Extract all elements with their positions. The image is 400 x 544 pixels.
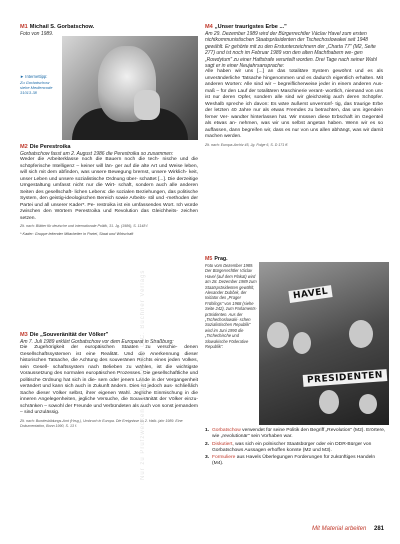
photo-hand-shape [134,90,160,120]
m3-title-text: Die „Souveränität der Völker" [29,332,109,338]
m1-number: M1 [20,24,28,30]
task-item [205,442,387,455]
task-text: verwendet für seine Politik den Begriff „Revolution" (M2). Erörtere, wie „revolutionär" sein Vorhaben war. [212,428,386,440]
task-text: , was sich ein polnischer Staatsbürger oder ein DDR-Bürger von Gorbatschows Aussagen erhoffen konnte (M2 und M3). [212,441,372,453]
m2-body: Weder die Arbeiterklasse noch die Bauern noch die tech- nische und die schöpferische Intelligenz – keiner will län- ger auf die alte Art und Weise leben, will sich mit dem abfinden, was unsere Bewegung bremst, unsere Wirklich- keit, unser Leben und unsere sozialistische Ordnung über- schattet [...]. Die derzeitige Umgestaltung umfasst nicht nur die Wirt- schaft, sondern auch alle anderen Seiten des gesellschaft- lichen Lebens: die sozialen Beziehungen, das politische System, den geistig-ideologischen Bereich sowie Arbeits- stil und -methoden der Partei und all unserer Kader*. Pe- restroika ist ein umfassendes Wort. Ich würde zwischen den Wörtern Perestroika und Revolution das Gleichheits- zeichen setzen. [20,157,198,221]
task-text-wrap [212,428,387,441]
m4-number: M4 [205,24,213,30]
task-text-wrap [212,455,387,468]
internet-tip-text[interactable]: Zu Gorbatschow siehe Mediencode 31013-38 [20,79,53,95]
task-text: aus Havels Überlegungen Forderungen für zukünftiges Handeln (M4). [212,455,376,467]
banner-havel: HAVEL [288,285,332,303]
m2-title-text: Die Perestroika [29,144,71,150]
m1-title-text: Michail S. Gorbatschow. [29,24,95,30]
tasks-list [205,428,387,469]
m3-subtitle: Am 7. Juli 1989 erklärt Gorbatschow vor dem Europarat in Straßburg: [20,339,174,345]
task-item [205,455,387,468]
m3-section [20,332,198,429]
m2-section [20,144,198,237]
m4-subtitle: Am 29. Dezember 1989 wird der Bürgerrechtler Václav Havel zum ersten nichtkommunistischen Staatspräsidenten der Tschechoslowakei seit 1948 gewählt. Er gehörte mit zu den Erstunterzeichnern der „Charta 77" (M2, Seite 277) und ist noch im Februar 1989 von den alten Machthabern we- gen „Rowdytum" zu einer Haftstrafe verurteilt worden. Drei Tage nach seiner Wahl sagt er in einer Neujahrsansprache: [205,31,377,70]
page-number: 281 [373,526,384,532]
prague-photo [259,262,389,425]
task-operator: Diskutiert [212,441,233,447]
m3-body: Die Zugehörigkeit der europäischen Staaten zu verschie- denen Gesellschaftssystemen ist eine Realität. Und die Anerkennung dieser historischen Tatsache, die Achtung des souveränen Rechts eines jeden Volkes, sein Gesell- schaftssystem nach Belieben zu wählen, ist die wichtigste Voraussetzung des normalen europäischen Prozesses. Die gesellschaftliche und politische Ordnung hat sich in die- sem oder jenem Lande in der Vergangenheit verändert und kann sich auch in Zukunft ändern. Dies ist jedoch aus- schließlich Sache dieser Völker selbst, ihrer eigenen Wahl. Jegliche Einmischung in die inneren Angelegenheiten, jegliche Versuche, die Souveränität der Völker einzu- schränken – sowohl der Freunde und Verbündeten als auch von sonst jemandem – sind unzulässig. [20,345,198,416]
m3-number: M3 [20,332,28,338]
task-operator: Gorbatschow [212,428,241,433]
m4-body: Alle haben wir uns [...] an das totalitäre System gewöhnt und es als unveränderliche Tatsache hingenommen und es dadurch eigentlich erhalten. Mit anderen Worten: Alle sind wir – begreiflicherweise jeder in einem anderen Aus- maß – für den Lauf der totalitären Maschinerie verant- wortlich, niemand von uns ist nur deren Opfer, sondern alle sind wir gleichzeitig auch deren Schöpfer. Weshalb spreche ich davon: Es wäre äußerst unvernünf- tig, das traurige Erbe der letzten 40 Jahre nur als etwas Fremdes zu betrachten, das uns irgendein ferner Ver- wandter hinterlassen hat. Wir müssen diese Erbschaft im Gegenteil als etwas an- nehmen, was wir uns selbst angetan haben. Wenn wir es so auffassen, dann begreifen wir, dass es nur von uns allen abhängt, was wir damit machen werden. [205,69,383,140]
m5-caption-block [205,256,257,350]
m1-title [20,24,198,31]
m3-title [20,332,198,339]
m4-title-text: „Unser traurigstes Erbe ..." [214,24,287,30]
m4-title [205,24,383,31]
m5-number: M5 [205,256,213,262]
task-number: 3. [205,455,210,461]
m2-title [20,144,198,151]
task-operator: Formuliere [212,455,236,461]
gorbachev-photo [62,36,198,140]
m1-subtitle: Foto von 1989. [20,31,54,37]
m5-caption: Foto vom Dezember 1989. Der Bürgerrechtler Václav Havel (auf dem Plakat) wird am 28. Dezember 1989 zum Staatspräsidenten gewählt, Alexander Dubček, der Initiator des „Prager Frühlings" von 1968 (siehe Seite 242), zum Parlaments- präsidenten. Aus der „Tschechoslowaki- schen Sozialistischen Republik" wird im Juni 1990 die „Tschechische und Slowakische Föderative Republik". [205,263,257,350]
m2-number: M2 [20,144,28,150]
page-footer [312,526,384,532]
right-column [205,24,383,148]
internet-tip-header: ► Internettipp: [20,74,48,79]
m3-source: Zit. nach: Bundesbildungs-Amt (Hrsg.), Umbruch in Europa. Die Ereignisse im 2. Halb- jahr 1989. Eine Dokumentation, Bonn 1990, S. 13 f. [20,418,183,428]
watermark: Nur zu Prüfzwecken – Eigentum des C.C. Buchner Verlags [140,269,146,480]
m2-source: Zit. nach: Blätter für deutsche und internationale Politik, 31. Jg. (1986), S. 1148 f. [20,224,149,229]
task-text-wrap [212,442,387,455]
m5-title [205,256,257,263]
task-number: 2. [205,441,210,447]
task-number: 1. [205,428,210,433]
m2-subtitle: Gorbatschow fasst am 2. August 1986 die Perestroika so zusammen: [20,151,174,157]
footer-label: Mit Material arbeiten [311,526,367,532]
internet-tip [20,74,60,95]
banner-presidenten: PRESIDENTEN [303,369,388,387]
task-item [205,428,387,441]
m2-footnote: * Kader: Gruppe leitender Mitarbeiter in Partei, Staat und Wirtschaft [20,232,134,237]
m4-source: Zit. nach: Europa-Archiv 45, Jg. Folge 6, S. D 171 ff. [205,142,289,147]
m5-title-text: Prag. [214,256,228,262]
